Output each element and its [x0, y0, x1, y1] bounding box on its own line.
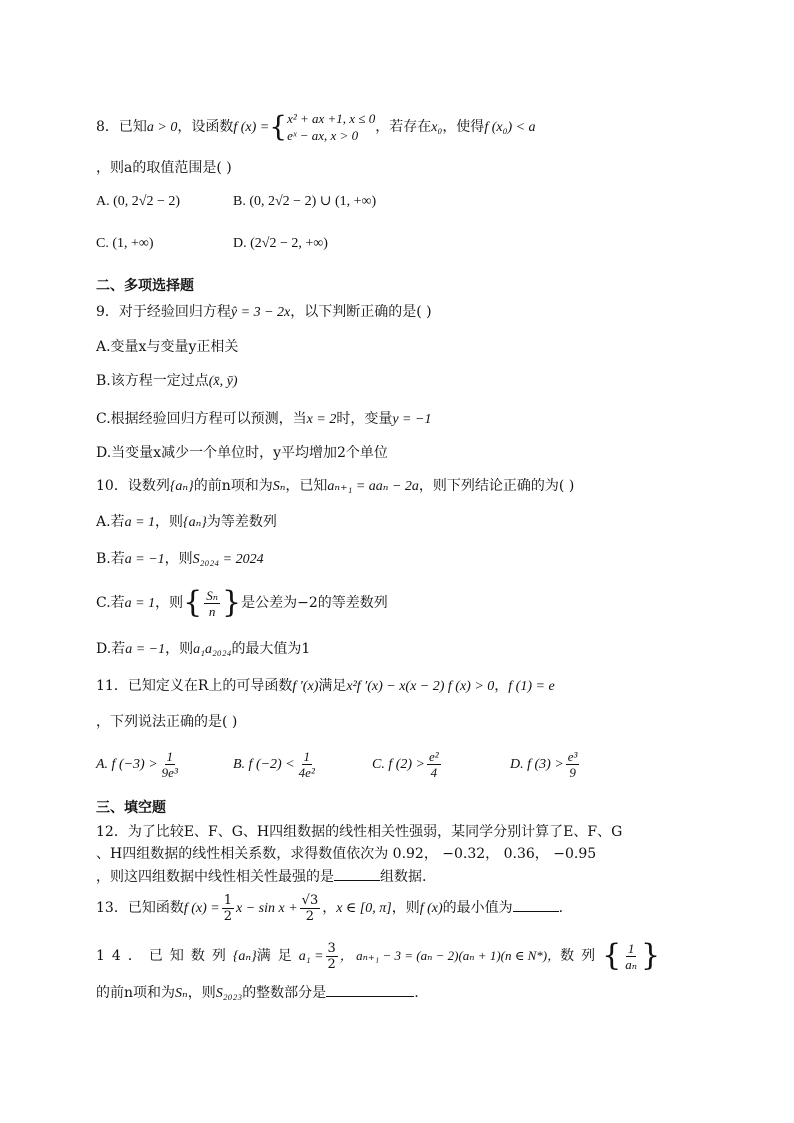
- q10-option-b-then: ，则: [164, 551, 193, 567]
- q11-option-d-num: e³: [567, 748, 578, 764]
- q14-inv-frac: [623, 941, 639, 972]
- q14-a1: a₁ =: [298, 949, 324, 964]
- q8-text3: ，使得: [442, 119, 485, 135]
- q13-frac1-num: 1: [223, 892, 232, 908]
- q14-line2: [96, 982, 419, 1004]
- q11-option-c-lhs: C. f (2) >: [372, 757, 425, 772]
- q8-stem: [96, 110, 536, 144]
- q8-text2: ，若存在: [375, 119, 432, 135]
- q8-x0: x₀: [431, 120, 443, 135]
- q9-option-c-text: C.根据经验回归方程可以预测，当: [96, 411, 307, 427]
- q13-stem-c: ，则: [391, 900, 420, 916]
- q8-option-c: C. (1, +∞): [96, 236, 154, 251]
- section-title-fill-blank: 三、填空题: [96, 800, 166, 816]
- q12-line1: 12．为了比较E、F、G、H四组数据的线性相关性强弱，某同学分别计算了E、F、G: [96, 824, 623, 840]
- q11-option-a: [96, 744, 182, 785]
- q13-end: .: [558, 900, 564, 916]
- q9-stem: [96, 302, 432, 323]
- q13-frac2-den: 2: [305, 908, 315, 924]
- q11-option-a-num: 1: [166, 748, 173, 764]
- q10-stem: [96, 476, 574, 497]
- q13-stem-b: ，: [322, 900, 337, 916]
- q13-frac2: [300, 893, 321, 924]
- q13-fx: f (x): [419, 901, 443, 916]
- q13-stem-a: 13．已知函数: [96, 900, 184, 916]
- q8-option-b: B. (0, 2√2 − 2) ∪ (1, +∞): [233, 194, 377, 209]
- q14-right-brace: }: [640, 938, 661, 973]
- q10-option-c-fraction: [204, 588, 220, 619]
- q10-option-d-text: D.若: [96, 641, 126, 657]
- q13-function-label: f (x) =: [183, 901, 220, 916]
- q14-s2023: S₂₀₂₃: [215, 986, 243, 1001]
- q10-option-b-result: S₂₀₂₄ = 2024: [192, 552, 264, 567]
- q10-option-b-text: B.若: [96, 551, 125, 567]
- q10-stem-d: ，则下列结论正确的为( ): [418, 478, 575, 494]
- q9-equation: ŷ = 3 − 2x: [230, 305, 291, 320]
- q11-f1: f (1) = e: [508, 679, 555, 694]
- q14-stem: [96, 936, 660, 977]
- q10-option-c-cond: a = 1: [124, 596, 156, 611]
- q11-option-d-lhs: D. f (3) >: [510, 757, 564, 772]
- q14-inv-den: aₙ: [625, 956, 637, 972]
- q11-option-c: [372, 744, 443, 785]
- q11-question: ，下列说法正确的是( ): [96, 714, 238, 730]
- q11-option-d: [510, 744, 581, 785]
- q9-option-c-x: x = 2: [306, 412, 337, 427]
- q14-line2-end: 的整数部分是: [242, 985, 327, 1001]
- q13-stem-d: 的最小值为: [442, 900, 513, 916]
- q13-domain: x ∈ [0, π]: [336, 901, 392, 916]
- q10-option-c-den: n: [208, 603, 216, 619]
- q11-option-a-lhs: A. f (−3) >: [96, 757, 158, 772]
- q11-option-b-den: 4e²: [298, 764, 315, 780]
- q9-option-c-mid: 时，变量: [336, 411, 393, 427]
- q8-inequality: f (x₀) < a: [484, 120, 536, 135]
- q10-recurrence: aₙ₊₁ = aaₙ − 2a: [327, 479, 419, 494]
- q13-frac2-num: √3: [301, 892, 319, 908]
- q11-option-b-num: 1: [303, 748, 310, 764]
- q11-stem-c: ，: [494, 678, 509, 694]
- q10-sequence: {aₙ}: [169, 479, 194, 494]
- q10-option-c-left-brace: {: [183, 585, 203, 620]
- q14-inv-num: 1: [627, 940, 635, 956]
- q11-option-b: [233, 744, 319, 785]
- q10-option-a-text: A.若: [96, 514, 125, 530]
- q10-option-c-then: ，则: [155, 595, 184, 611]
- q14-stem-b: 满足: [256, 948, 299, 964]
- q14-answer-blank[interactable]: [326, 982, 414, 997]
- q11-option-a-frac: [160, 749, 180, 780]
- q11-option-c-num: e²: [429, 748, 439, 764]
- q14-recurrence: ， aₙ₊₁ − 3 = (aₙ − 2)(aₙ + 1)(n ∈ N*)，: [339, 948, 561, 963]
- q11-condition: x²f ′(x) − x(x − 2) f (x) > 0: [346, 679, 495, 694]
- q13-stem: [96, 888, 563, 929]
- section-title-multi-choice: 二、多项选择题: [96, 278, 194, 294]
- q14-stem-c: 数列: [560, 948, 603, 964]
- q11-stem-b: 满足: [318, 678, 347, 694]
- q10-option-a-result: 为等差数列: [206, 514, 277, 530]
- q9-option-b: [96, 371, 238, 392]
- q14-sequence: {aₙ}: [232, 949, 257, 964]
- q13-frac1: [222, 893, 234, 924]
- q14-line2-then: ，则: [187, 985, 216, 1001]
- q10-option-c-result: 是公差为−2的等差数列: [241, 595, 388, 611]
- q10-option-d-result: 的最大值为1: [231, 641, 311, 657]
- q13-frac1-den: 2: [223, 908, 232, 924]
- q8-option-d: D. (2√2 − 2, +∞): [233, 236, 328, 251]
- q10-stem-b: 的前n项和为: [193, 478, 273, 494]
- q9-option-c-y: y = −1: [392, 412, 432, 427]
- q10-sn: Sₙ: [272, 479, 286, 494]
- q14-a1-frac: [326, 941, 338, 972]
- q10-option-a-cond: a = 1: [124, 515, 156, 530]
- q12-line3-end: 组数据.: [380, 869, 427, 885]
- q13-answer-blank[interactable]: [513, 897, 559, 912]
- q8-piece1: x² + ax +1, x ≤ 0: [287, 111, 376, 126]
- q8-piecewise: [287, 110, 375, 144]
- q10-option-c: [96, 584, 388, 623]
- q10-option-d: [96, 639, 310, 660]
- q11-option-b-lhs: B. f (−2) <: [233, 757, 295, 772]
- q14-a1-num: 3: [327, 940, 336, 956]
- q10-option-b: [96, 549, 264, 570]
- q8-text1: ，设函数: [177, 119, 234, 135]
- q9-option-c: [96, 409, 431, 430]
- q8-option-a: A. (0, 2√2 − 2): [96, 194, 181, 209]
- q9-stem-text2: ，以下判断正确的是( ): [290, 304, 432, 320]
- q12-line2: 、H四组数据的线性相关系数，求得数值依次为 0.92， −0.32， 0.36， −0.95: [96, 846, 597, 862]
- q11-option-c-den: 4: [430, 764, 438, 780]
- q14-line2-text: 的前n项和为: [96, 985, 176, 1001]
- q11-derivative: f ′(x): [292, 679, 319, 694]
- q10-option-c-right-brace: }: [222, 585, 242, 620]
- q10-stem-a: 10．设数列: [96, 478, 170, 494]
- q12-answer-blank[interactable]: [334, 866, 380, 881]
- q8-piece2: eˣ − ax, x > 0: [287, 128, 359, 143]
- q9-option-b-point: (x̄, ȳ): [208, 374, 238, 389]
- q14-stem-a: 14．已知数列: [96, 948, 233, 964]
- q8-question: ，则a的取值范围是( ): [96, 160, 232, 176]
- q14-end: .: [414, 985, 419, 1001]
- q10-option-a-then: ，则: [155, 514, 184, 530]
- q11-option-d-den: 9: [569, 764, 576, 780]
- q8-function-label: f (x) =: [233, 120, 270, 135]
- q10-option-c-text: C.若: [96, 595, 125, 611]
- q13-mid-expr: x − sin x +: [235, 901, 298, 916]
- q11-option-b-frac: [297, 749, 317, 780]
- q12-line3: [96, 866, 426, 887]
- q14-a1-den: 2: [327, 956, 336, 972]
- q8-condition: a > 0: [146, 120, 178, 135]
- q9-option-a: A.变量x与变量y正相关: [96, 339, 239, 355]
- q10-option-c-num: Sₙ: [206, 587, 218, 603]
- q10-option-a-seq: {aₙ}: [183, 515, 207, 530]
- q10-stem-c: ，已知: [285, 478, 328, 494]
- q10-option-d-then: ，则: [165, 641, 194, 657]
- q11-option-a-den: 9e³: [161, 764, 178, 780]
- q11-stem-a: 11．已知定义在R上的可导函数: [96, 678, 293, 694]
- q12-line3-text: ，则这四组数据中线性相关性最强的是: [96, 869, 334, 885]
- q8-number: 8．已知: [96, 119, 147, 135]
- q14-sn: Sₙ: [175, 986, 188, 1001]
- q10-option-a: [96, 512, 277, 533]
- q10-option-d-expr: a₁a₂₀₂₄: [193, 642, 232, 657]
- q10-option-d-cond: a = −1: [125, 642, 166, 657]
- q14-left-brace: {: [602, 938, 622, 973]
- q11-stem: [96, 676, 555, 697]
- q8-piecewise-brace: {: [269, 110, 288, 143]
- q9-option-d: D.当变量x减少一个单位时，y平均增加2个单位: [96, 445, 388, 461]
- q11-option-c-frac: [427, 749, 441, 780]
- q9-stem-text: 9．对于经验回归方程: [96, 304, 231, 320]
- q9-option-b-text: B.该方程一定过点: [96, 373, 209, 389]
- q10-option-b-cond: a = −1: [124, 552, 165, 567]
- q11-option-d-frac: [566, 749, 580, 780]
